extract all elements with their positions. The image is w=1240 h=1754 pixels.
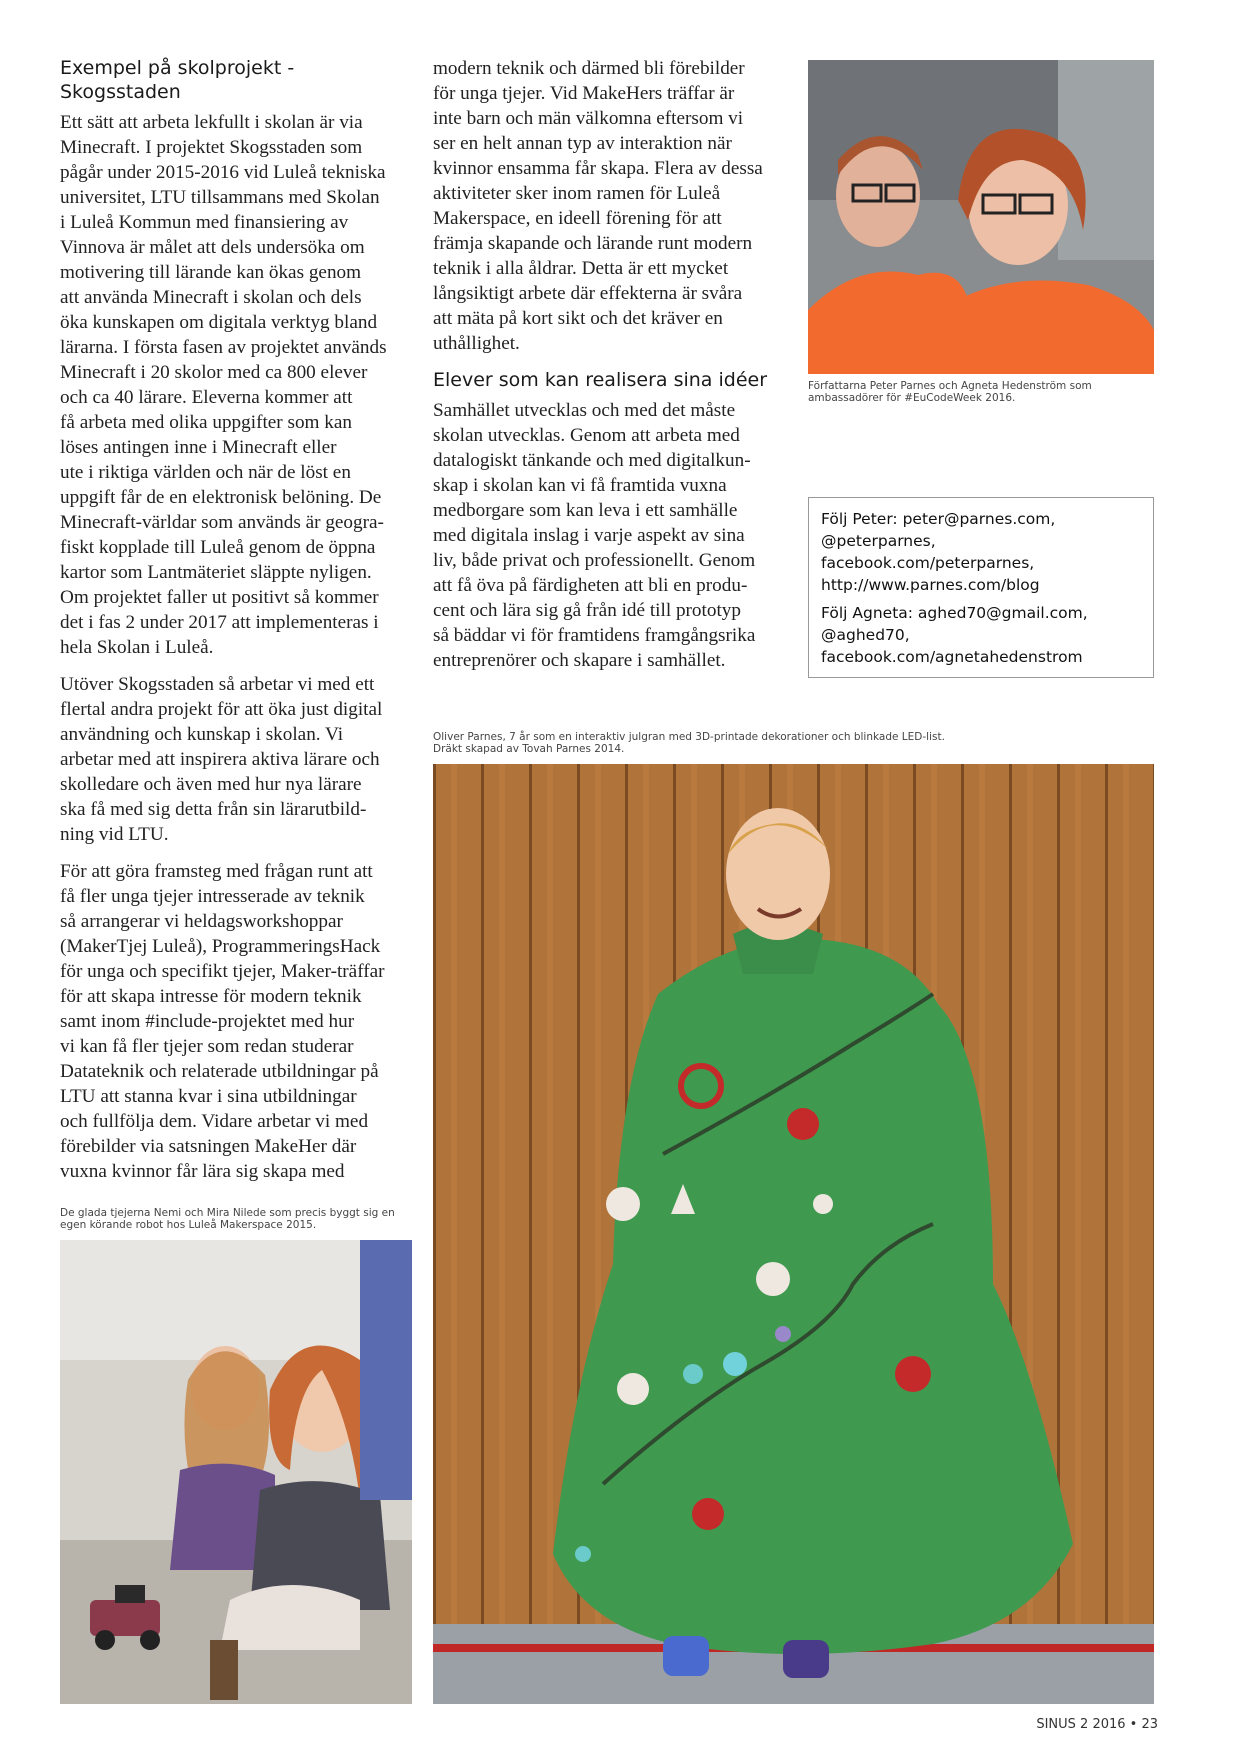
authors-photo: [808, 60, 1154, 374]
oliver-photo: [433, 764, 1154, 1704]
section-heading-skogsstaden: Exempel på skolprojekt - Skogsstaden: [60, 57, 295, 103]
follow-agneta-line: @aghed70,: [821, 626, 910, 644]
paragraph: Ett sätt att arbeta lekfullt i skolan är via Minecraft. I projektet Skogsstaden som pågår under 2015-2016 vid Luleå tekniska universitet, LTU tillsammans med Skolan i Luleå Kommun med finansiering av Vinnova är målet att dels undersöka om motivering till lärande kan ökas genom att använda Minecraft i skolan och dels öka kunskapen om digitala verktyg bland lärarna. I första fasen av projektet används Minecraft i 20 skolor med ca 800 elever och ca 40 lärare. Eleverna kommer att få arbeta med olika uppgifter som kan löses antingen inne i Minecraft eller ute i riktiga världen och när de löst en uppgift får de en elektronisk belöning. De Minecraft-världar som används är geogra- fiskt kopplade till Luleå genom de öppna kartor som Lantmäteriet släppte nyligen. Om projektet faller ut positivt så kommer det i fas 2 under 2017 att implementeras i hela Skolan i Luleå.: [60, 112, 387, 658]
oliver-caption: Oliver Parnes, 7 år som en interaktiv julgran med 3D-printade dekorationer och blinkade LED-list. Dräkt skapad av Tovah Parnes 2014.: [433, 731, 945, 755]
left-column: [60, 56, 410, 1196]
follow-box: [808, 497, 1154, 678]
paragraph: För att göra framsteg med frågan runt att få fler unga tjejer intresserade av teknik så arrangerar vi heldagsworkshoppar (MakerTjej Luleå), ProgrammeringsHack för unga och specifikt tjejer, Maker-träffar för att skapa intresse för modern teknik samt inom #include-projektet med hur vi kan få fler tjejer som redan studerar Datateknik och relaterade utbildningar på LTU att stanna kvar i sina utbildningar och fullfölja dem. Vidare arbetar vi med förebilder via satsningen MakeHer där vuxna kvinnor får lära sig skapa med: [60, 861, 385, 1182]
girls-caption: De glada tjejerna Nemi och Mira Nilede som precis byggt sig en egen körande robot hos Luleå Makerspace 2015.: [60, 1207, 395, 1231]
follow-peter-line: @peterparnes,: [821, 532, 936, 550]
authors-caption: Författarna Peter Parnes och Agneta Hedenström som ambassadörer för #EuCodeWeek 2016.: [808, 380, 1092, 404]
follow-agneta-line: facebook.com/agnetahedenstrom: [821, 648, 1083, 666]
middle-column: [433, 56, 778, 685]
follow-peter-line: facebook.com/peterparnes,: [821, 554, 1035, 572]
follow-agneta-line: Följ Agneta: aghed70@gmail.com,: [821, 604, 1088, 622]
paragraph: Utöver Skogsstaden så arbetar vi med ett flertal andra projekt för att öka just digital användning och kunskap i skolan. Vi arbetar med att inspirera aktiva lärare och skolledare och även med hur nya lärare ska få med sig detta från sin lärarutbild- ning vid LTU.: [60, 674, 383, 845]
page-footer: SINUS 2 2016 • 23: [1036, 1717, 1158, 1732]
section-heading-elever: Elever som kan realisera sina idéer: [433, 369, 768, 391]
follow-peter-line: http://www.parnes.com/blog: [821, 576, 1040, 594]
girls-photo: [60, 1240, 412, 1704]
paragraph: Samhället utvecklas och med det måste skolan utvecklas. Genom att arbeta med datalogiskt tänkande och med digitalkun- skap i skolan kan vi få framtida vuxna medborgare som kan leva i ett samhälle med digitala inslag i varje aspekt av sina liv, både privat och professionellt. Genom att få öva på färdigheten att bli en produ- cent och lära sig gå från idé till prototyp så bäddar vi för framtidens framgångsrika entreprenörer och skapare i samhället.: [433, 400, 756, 671]
follow-peter-line: Följ Peter: peter@parnes.com,: [821, 510, 1056, 528]
paragraph: modern teknik och därmed bli förebilder för unga tjejer. Vid MakeHers träffar är inte barn och män välkomna eftersom vi ser en helt annan typ av interaktion när kvinnor ensamma får skapa. Flera av dessa aktiviteter sker inom ramen för Luleå Makerspace, en ideell förening för att främja skapande och lärande runt modern teknik i alla åldrar. Detta är ett mycket långsiktigt arbete där effekterna är svåra att mäta på kort sikt och det kräver en uthållighet.: [433, 58, 763, 354]
